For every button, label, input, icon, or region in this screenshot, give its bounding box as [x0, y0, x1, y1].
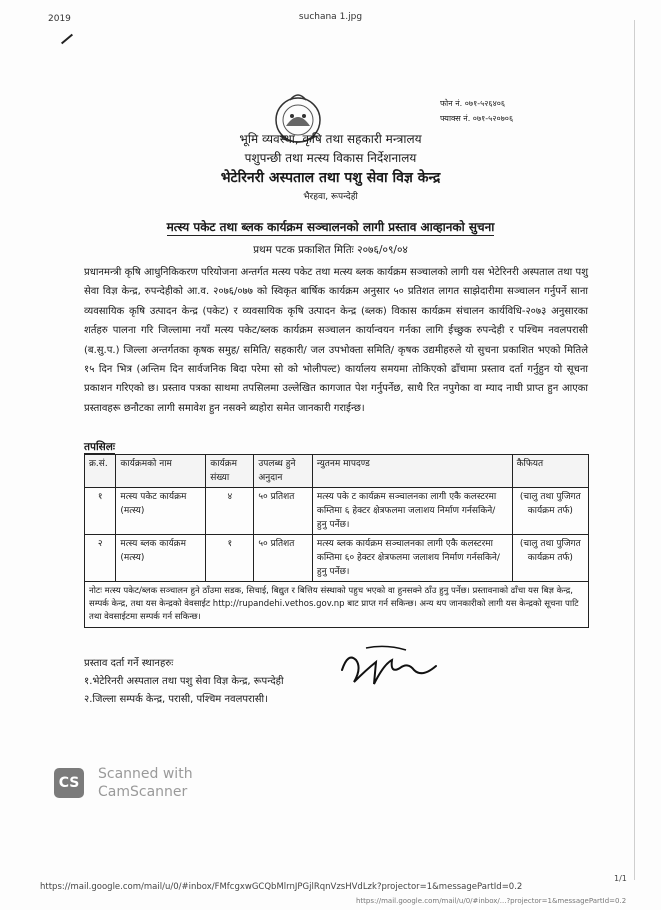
table-note: नोटः मत्स्य पकेट/ब्लक सञ्चालन हुने ठाँउमा सडक, सिचाई, बिद्युत र बित्तिय संस्थाको पहुच भएको वा हुनसक्ने ठाँउ हुनु पर्नेछ। प्रस्तावनाको ढाँचा यस बिज्ञ केन्द्र, सम्पर्क केन्द्र, तथा यस केन्द्रको वेवसाईट http://rupandehi.vethos.gov.np बाट प्राप्त गर्न सकिन्छ। अन्य थप जानकारीको लागी यस केन्द्रको सूचना पाटि तथा वेवसाईटमा सम्पर्क गर्न सकिन्छ। — [85, 582, 589, 628]
footer-url[interactable]: https://mail.google.com/mail/u/0/#inbox/FMfcgxwGCQbMlrnJPGjlRqnVzsHVdLzk?projector=1&messagePartId=0.2 — [40, 882, 523, 892]
table-row — [85, 488, 589, 535]
col-header-program: कार्यक्रमको नाम — [116, 455, 206, 488]
submission-place-1: १.भेटेरिनरी अस्पताल तथा पशु सेवा विज्ञ केन्द्र, रूपन्देही — [84, 676, 284, 687]
col-header-remark: कैफियत — [512, 455, 588, 488]
col-header-sn: क्र.सं. — [85, 455, 116, 488]
row-count: १ — [206, 535, 254, 582]
row-count: ४ — [206, 488, 254, 535]
camscanner-text: CamScanner — [98, 784, 188, 800]
program-table — [84, 454, 589, 628]
scan-mark — [61, 34, 73, 45]
notice-body: प्रधानमन्त्री कृषि आधुनिकिकरण परियोजना अन्तर्गत मत्स्य पकेट तथा मत्स्य ब्लक कार्यक्रम सञ्चालको लागी यस भेटेरिनरी अस्पताल तथा पशु सेवा विज्ञ केन्द्र, रुपन्देहीको आ.व. २०७६/०७७ को स्विकृत बार्षिक कार्यक्रम अनुसार ५० प्रतिशत लागत साझेदारीमा सञ्चालन गर्नुपर्ने साना व्यवसायिक कृषि उत्पादन केन्द्र (पकेट) र व्यवसायिक कृषि उत्पादन केन्द्र (ब्लक) विकास कार्यक्रम संचालन कार्यविधि-२०७३ अनुसारका शर्तहरु पालना गरि जिल्लामा नयाँ मत्स्य पकेट/ब्लक कार्यक्रम सञ्चालन कार्यान्वयन गर्नका लागि ईच्छुक रुपन्देही र पश्चिम नवलपरासी (ब.सु.प.) जिल्ला अन्तर्गतका कृषक समुह/ समिति/ सहकारी/ जल उपभोक्ता समिति/ कृषक उद्यमीहरुले यो सुचना प्रकाशित भएको मितिले १५ दिन भित्र (अन्तिम दिन सार्वजनिक बिदा परेमा सो को भोलीपल्ट) कार्यालय समयमा तोकिएको ढाँचामा प्रस्ताव दर्ता गर्नुहुन यो सूचना प्रकाशन गरिएको छ। प्रस्ताव पत्रका साथमा तपसिलमा उल्लेखित कागजात पेश गर्नुपर्नेछ, साथै रित नपुगेका वा म्याद नाघी प्राप्त हुन आएका प्रस्तावहरू छनौटका लागी समावेश हुन नसक्ने ब्यहोरा समेत जानकारी गराईन्छ। — [84, 267, 588, 414]
row-sn: १ — [85, 488, 116, 535]
scanned-with-text: Scanned with — [98, 766, 193, 782]
row-sn: २ — [85, 535, 116, 582]
signature — [336, 640, 446, 696]
table-note-row — [85, 582, 589, 628]
fax-number: फ्याक्स नं. ०७१-५२०७०६ — [440, 114, 514, 123]
details-label-text: तपसिलः — [84, 441, 116, 453]
row-criteria: मत्स्य ब्लक कार्यक्रम सञ्चालनका लागी एकै कलस्टरमा कम्तिमा ६० हेक्टर क्षेत्रफलमा जलाशय निर्माण गर्नसकिने/ हुनु पर्नेछ। — [312, 535, 512, 582]
notice-title-text: मत्स्य पकेट तथा ब्लक कार्यक्रम सञ्चालनको लागी प्रस्ताव आव्हानको सुचना — [166, 220, 495, 234]
row-remark: (चालु तथा पुजिगत कार्यक्रम तर्फ) — [512, 488, 588, 535]
col-header-grant: उपलब्ध हुने अनुदान — [254, 455, 313, 488]
details-label — [84, 440, 115, 454]
office-name: भेटेरिनरी अस्पताल तथा पशु सेवा विज्ञ केन्द्र — [220, 170, 441, 186]
directorate-name: पशुपन्छी तथा मत्स्य विकास निर्देशनालय — [244, 151, 417, 165]
ministry-name: भूमि व्यवस्था, कृषि तथा सहकारी मन्त्रालय — [239, 132, 422, 146]
phone-number: फोन नं. ०७१-५२६४०६ — [440, 99, 506, 108]
submission-place-2: २.जिल्ला सम्पर्क केन्द्र, परासी, पश्चिम नवलपरासी। — [84, 694, 268, 705]
publication-date: प्रथम पटक प्रकाशित मितिः २०७६/०९/०४ — [253, 244, 408, 256]
year-label: 2019 — [48, 14, 71, 24]
table-row — [85, 535, 589, 582]
col-header-criteria: न्युतनम मापदण्ड — [312, 455, 512, 488]
row-program: मत्स्य पकेट कार्यक्रम (मत्स्य) — [116, 488, 206, 535]
notice-title — [0, 218, 661, 235]
row-remark: (चालु तथा पुजिगत कार्यक्रम तर्फ) — [512, 535, 588, 582]
office-location: भैरहवा, रूपन्देही — [303, 192, 358, 202]
row-program: मत्स्य ब्लक कार्यक्रम (मत्स्य) — [116, 535, 206, 582]
footer-url-mirror: https://mail.google.com/mail/u/0/#inbox/...?projector=1&messagePartId=0.2 — [356, 897, 627, 905]
file-name: suchana 1.jpg — [298, 12, 363, 22]
row-grant: ५० प्रतिशत — [254, 488, 313, 535]
row-grant: ५० प्रतिशत — [254, 535, 313, 582]
col-header-count: कार्यक्रम संख्या — [206, 455, 254, 488]
table-header-row — [85, 455, 589, 488]
camscanner-logo-icon: CS — [54, 768, 84, 798]
page-number: 1/1 — [614, 874, 627, 883]
submission-title: प्रस्ताव दर्ता गर्ने स्थानहरुः — [84, 658, 174, 669]
row-criteria: मत्स्य पके ट कार्यक्रम सञ्चालनका लागी एकै कलस्टरमा कम्तिमा ६ हेक्टर क्षेत्रफलमा जलाशय निर्माण गर्नसकिने/ हुनु पर्नेछ। — [312, 488, 512, 535]
